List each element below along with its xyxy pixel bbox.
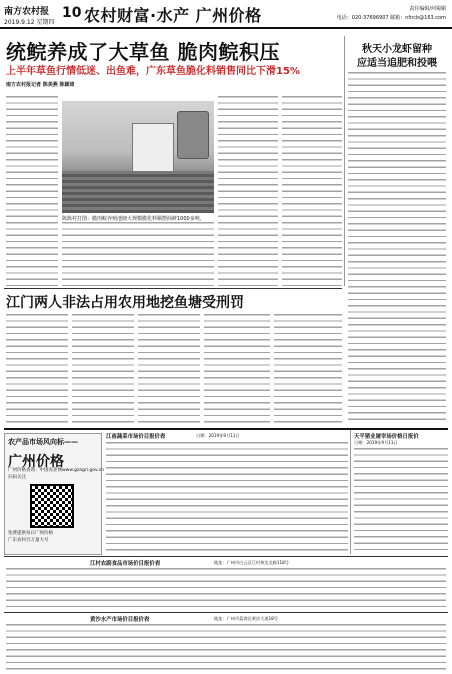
lead-col-2: [62, 222, 214, 286]
price-section-rule: [4, 428, 448, 430]
pond-shape: [62, 171, 214, 213]
table-2-body: [354, 448, 448, 552]
issue-date: 2019.9.12 星期四: [4, 19, 55, 26]
masthead: [0, 0, 452, 26]
table-2-title: 天平猪业屠宰场价格日报价: [354, 434, 419, 440]
second-col-1: [6, 314, 68, 426]
table-3-address: 地址：广州市白云区江村黄边北路118号: [214, 560, 289, 565]
lead-byline: 南方农村报记者 陈美燕 陈颖琦: [6, 82, 75, 88]
ad-tagline: 农产品市场风向标——: [8, 438, 78, 446]
lead-headline: 统鲩养成了大草鱼 脆肉鲩积压: [6, 40, 280, 64]
page-number: 10: [62, 5, 82, 21]
ad-scan-label: 扫码关注: [8, 475, 26, 480]
lead-col-3: [218, 96, 278, 286]
feed-tank-shape: [177, 111, 209, 159]
table-row-rule-2: [4, 612, 448, 613]
table-3-body: [6, 568, 446, 608]
second-col-5: [274, 314, 342, 426]
second-col-3: [138, 314, 200, 426]
table-1-title: 江南蔬菜市场价目报价表: [106, 434, 166, 440]
lead-col-4: [282, 96, 342, 286]
shed-shape: [132, 123, 174, 173]
sidebar-headline-1: 秋天小龙虾留种: [362, 44, 432, 55]
contact-line: 电话：020-37696907 邮箱：nfncb@163.com: [336, 15, 446, 21]
table-4-address: 地址：广州市荔湾区黄沙大道18号: [214, 616, 278, 621]
masthead-rule: [0, 27, 452, 29]
ad-title: 广州价格: [8, 454, 64, 470]
second-headline: 江门两人非法占用农用地挖鱼塘受刑罚: [6, 295, 244, 311]
table-divider: [350, 430, 351, 554]
table-2-date: 日期：2019年9月11日: [354, 440, 398, 445]
table-4-body: [6, 624, 446, 670]
table-3-title: 江村农副食品市场价目报价表: [90, 561, 161, 567]
newspaper-logo: 南方农村报: [4, 7, 50, 17]
sidebar-headline-2: 应适当追肥和投喂: [357, 58, 437, 69]
photo-caption: 陈陈村打图：脆肉鲩养殖池塘大规模脆化料顺摆商鲜1000多吨。: [62, 216, 205, 222]
table-1-date: 日期：2019年9月11日: [196, 433, 240, 438]
table-4-title: 黄沙水产市场价目报价表: [90, 617, 150, 623]
sidebar-divider: [344, 36, 345, 286]
table-1-body: [106, 442, 348, 552]
story-divider: [4, 288, 342, 289]
second-col-4: [204, 314, 270, 426]
editor-line: 责任编辑/何蜀媚: [409, 6, 446, 12]
second-col-2: [72, 314, 134, 426]
sidebar-body: [348, 72, 446, 424]
ad-url: 广州价格查询：中国农业网www.gzagri.gov.cn: [8, 468, 105, 473]
qr-code-icon: [30, 484, 74, 528]
ad-note-1: 免费提供每日广州价格: [8, 531, 53, 536]
lead-col-1: [6, 96, 58, 286]
section-title: 农村财富·水产 广州价格: [84, 6, 262, 25]
lead-subhead: 上半年草鱼行情低迷、出鱼难，广东草鱼脆化料销售同比下滑15%: [6, 66, 300, 77]
ad-note-2: 广东农村百万量大号: [8, 538, 49, 543]
table-row-rule-1: [4, 556, 448, 557]
pond-photo: [62, 101, 214, 213]
